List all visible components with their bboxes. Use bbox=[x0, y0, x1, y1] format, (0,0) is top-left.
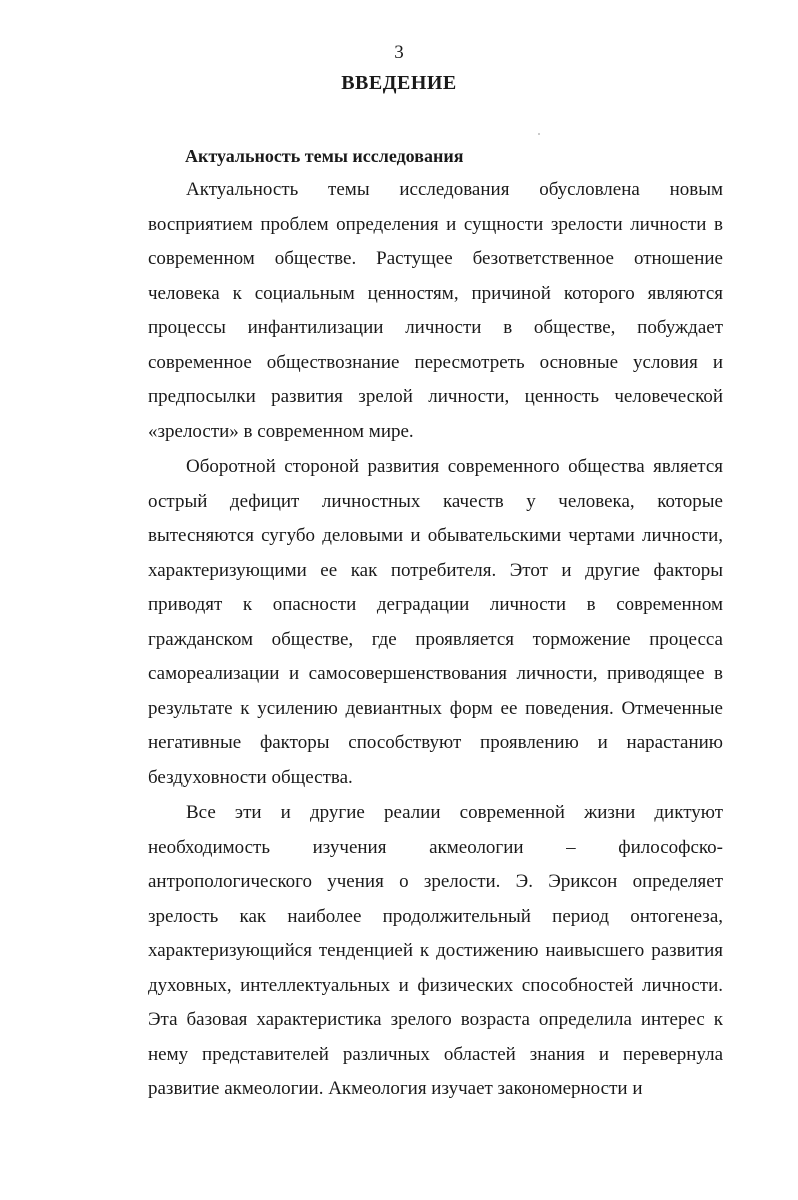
section-heading: Актуальность темы исследования bbox=[185, 146, 464, 166]
scan-speck bbox=[538, 133, 540, 135]
paragraph-3: Все эти и другие реалии современной жизни диктуют необходимость изучения акмеологии – философско-антропологического учения о зрелости. Э. Эриксон определяет зрелость как наиболее продолжительный период онтогенеза, характеризующийся тенденцией к достижению наивысшего развития духовных, интеллектуальных и физических способностей личности. Эта базовая характеристика зрелого возраста определила интерес к нему представителей различных областей знания и перевернула развитие акмеологии. Акмеология изучает закономерности и bbox=[148, 802, 723, 1099]
paragraph-2: Оборотной стороной развития современного общества является острый дефицит личностных качеств у человека, которые вытесняются сугубо деловыми и обывательскими чертами личности, характеризующими ее как потребителя. Этот и другие факторы приводят к опасности деградации личности в современном гражданском обществе, где проявляется торможение процесса самореализации и самосовершенствования личности, приводящее в результате к усилению девиантных форм ее поведения. Отмеченные негативные факторы способствуют проявлению и нарастанию бездуховности общества. bbox=[148, 456, 723, 788]
page-number: 3 bbox=[394, 42, 404, 63]
page-title: ВВЕДЕНИЕ bbox=[341, 72, 457, 94]
paragraph-1: Актуальность темы исследования обусловлена новым восприятием проблем определения и сущности зрелости личности в современном обществе. Растущее безответственное отношение человека к социальным ценностям, причиной которого являются процессы инфантилизации личности в обществе, побуждает современное обществознание пересмотреть основные условия и предпосылки развития зрелой личности, ценность человеческой «зрелости» в современном мире. bbox=[148, 179, 723, 442]
